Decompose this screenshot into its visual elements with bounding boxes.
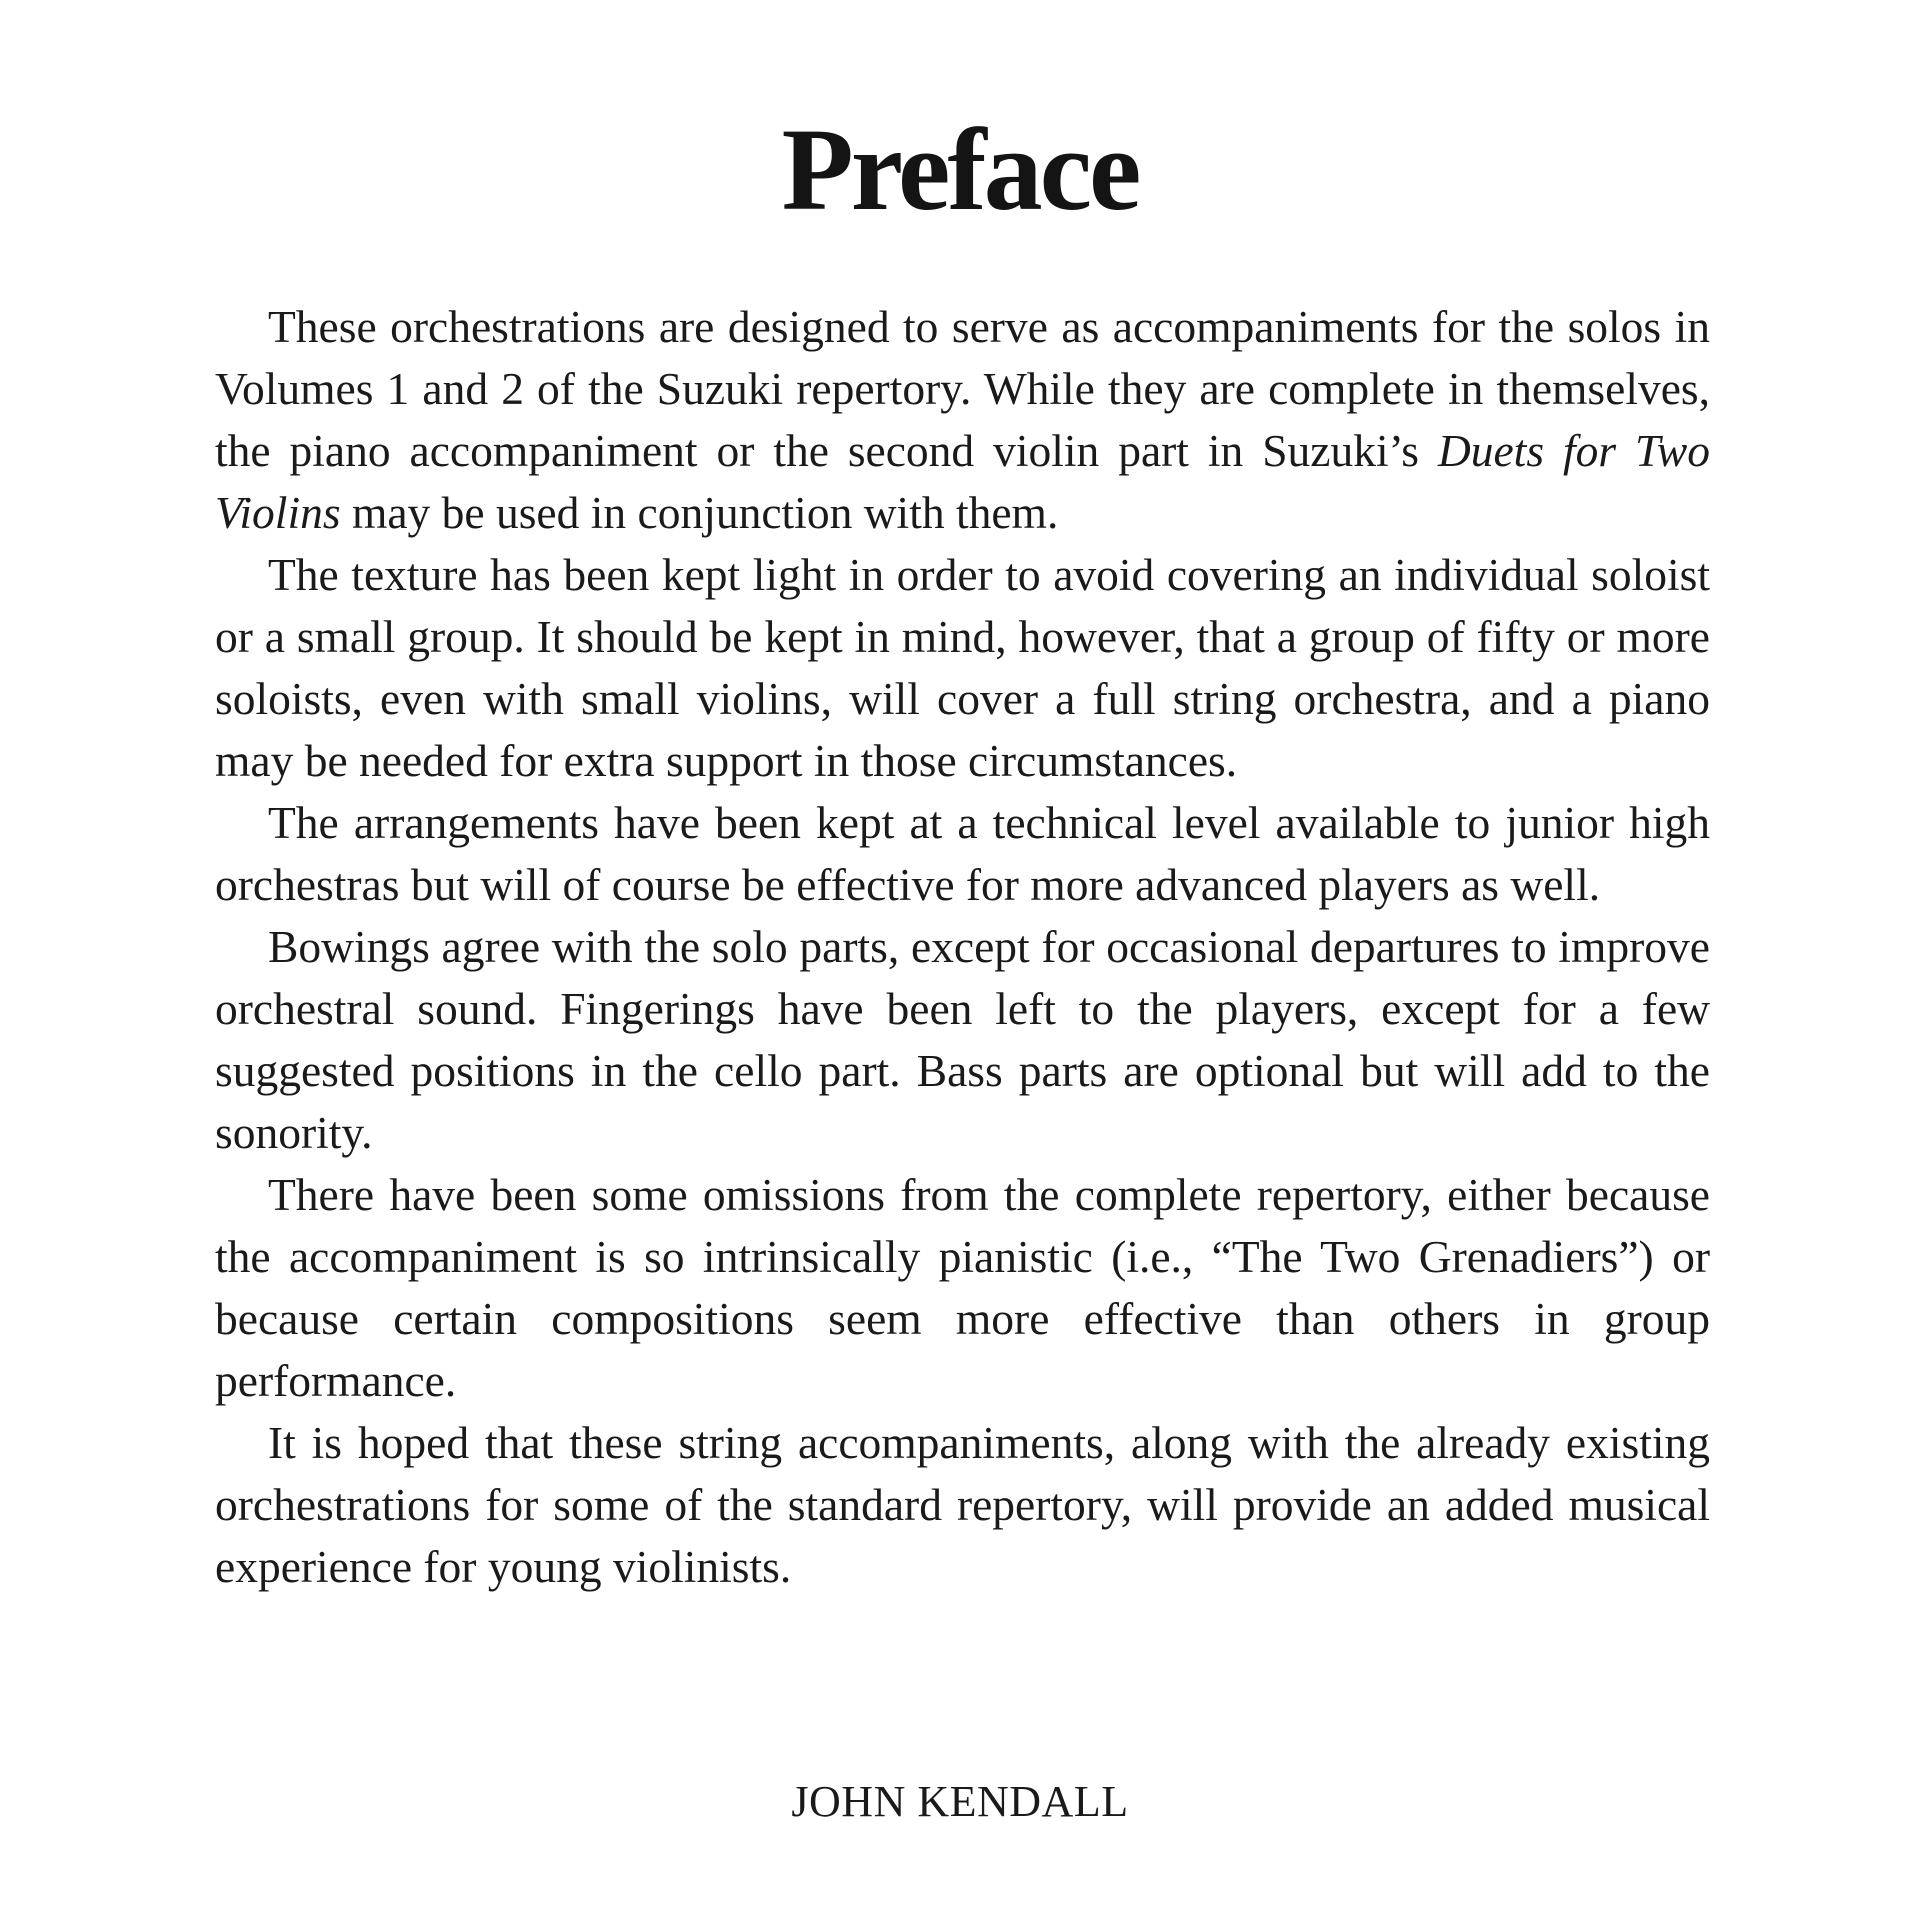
paragraph-1-text-end: may be used in conjunction with them. [340,487,1059,538]
book-title-italic: Duets for Two Violins [215,425,1711,538]
paragraph-2: The texture has been kept light in order to avoid covering an individual soloist or a small group. It should be kept in mind, however, that a group of fifty or more soloists, even with small violins, will cover a full string orchestra, and a piano may be needed for extra support in those circumstances. [215,549,1710,786]
page-title: Preface [781,104,1139,235]
author-signature: JOHN KENDALL [791,1777,1129,1826]
paragraph-3: The arrangements have been kept at a technical level available to junior high orchestras but will of course be effective for more advanced players as well. [215,797,1710,910]
paragraph-4: Bowings agree with the solo parts, except for occasional departures to improve orchestral sound. Fingerings have been left to the players, except for a few suggested positions in the cello part. Bass parts are optional but will add to the sonority. [215,921,1710,1158]
paragraph-5: There have been some omissions from the complete repertory, either because the accompaniment is so intrinsically pianistic (i.e., “The Two Grenadiers”) or because certain compositions seem more effective than others in group performance. [215,1169,1710,1406]
paragraph-1 [215,296,1710,544]
paragraph-6: It is hoped that these string accompaniments, along with the already existing orchestrations for some of the standard repertory, will provide an added musical experience for young violinists. [215,1417,1710,1592]
preface-body [215,296,1710,1598]
paragraph-1-text-start: These orchestrations are designed to serve as accompaniments for the solos in Volumes 1 and 2 of the Suzuki repertory. While they are complete in themselves, the piano accompaniment or the second violin part in Suzuki’s [215,301,1710,476]
